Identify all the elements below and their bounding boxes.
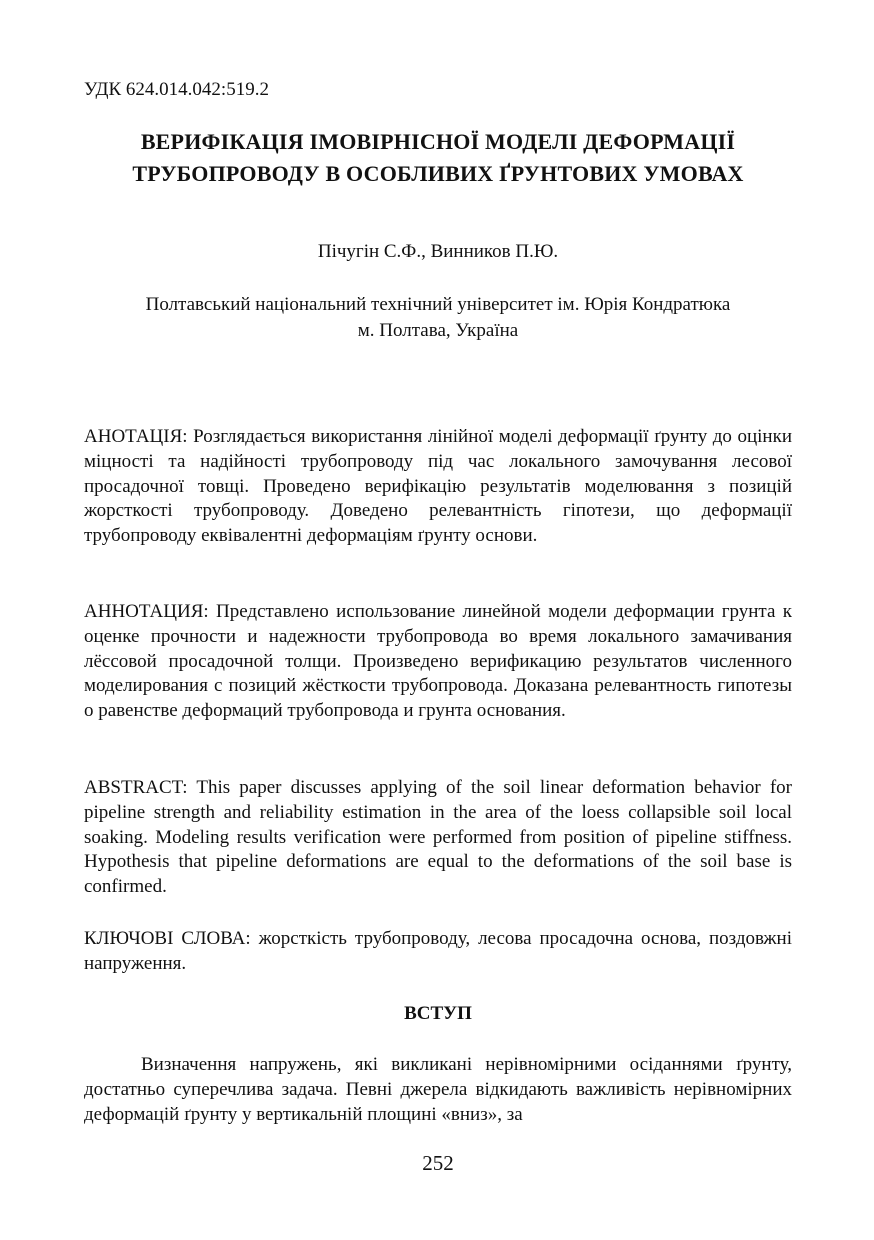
udc-code: УДК 624.014.042:519.2 xyxy=(84,79,269,100)
authors: Пічугін С.Ф., Винников П.Ю. xyxy=(317,241,559,262)
page-number: 252 xyxy=(422,1151,454,1175)
affiliation xyxy=(84,292,792,344)
keywords: КЛЮЧОВІ СЛОВА: жорсткість трубопроводу, лесова просадочна основа, поздовжні напруження. xyxy=(84,928,792,974)
abstract-ukrainian: АНОТАЦІЯ: Розглядається використання лінійної моделі деформації ґрунту до оцінки міцності та надійності трубопроводу під час локального замочування лесової просадочної товщі. Проведено верифікацію результатів моделювання з позицій жорсткості трубопроводу. Доведено релевантність гіпотези, що деформації трубопроводу еквівалентні деформаціям ґрунту основи. xyxy=(84,426,792,547)
abstract-english: ABSTRACT: This paper discusses applying of the soil linear deformation behavior for pipeline strength and reliability estimation in the area of the loess collapsible soil local soaking. Modeling results verification were performed from position of pipeline stiffness. Hypothesis that pipeline deformations are equal to the deformations of the soil base is confirmed. xyxy=(84,777,792,898)
affiliation-line-2: м. Полтава, Україна xyxy=(357,320,519,341)
paper-title: ВЕРИФІКАЦІЯ ІМОВІРНІСНОЇ МОДЕЛІ ДЕФОРМАЦІЇ ТРУБОПРОВОДУ В ОСОБЛИВИХ ҐРУНТОВИХ УМОВАХ xyxy=(132,129,744,186)
abstract-russian: АННОТАЦИЯ: Представлено использование линейной модели деформации грунта к оценке прочности и надежности трубопровода во время локального замачивания лёссовой просадочной толщи. Произведено верификацию результатов численного моделирования с позиций жёсткости трубопровода. Доказана релевантность гипотезы о равенстве деформаций трубопровода и грунта основания. xyxy=(84,601,792,722)
affiliation-line-1: Полтавський національний технічний університет ім. Юрія Кондратюка xyxy=(145,294,731,315)
intro-paragraph: Визначення напружень, які викликані нерівномірними осіданнями ґрунту, достатньо суперечлива задача. Певні джерела відкидають важливість нерівномірних деформацій ґрунту у вертикальній площині «вниз», за xyxy=(84,1054,792,1125)
section-heading: ВСТУП xyxy=(404,1003,472,1024)
